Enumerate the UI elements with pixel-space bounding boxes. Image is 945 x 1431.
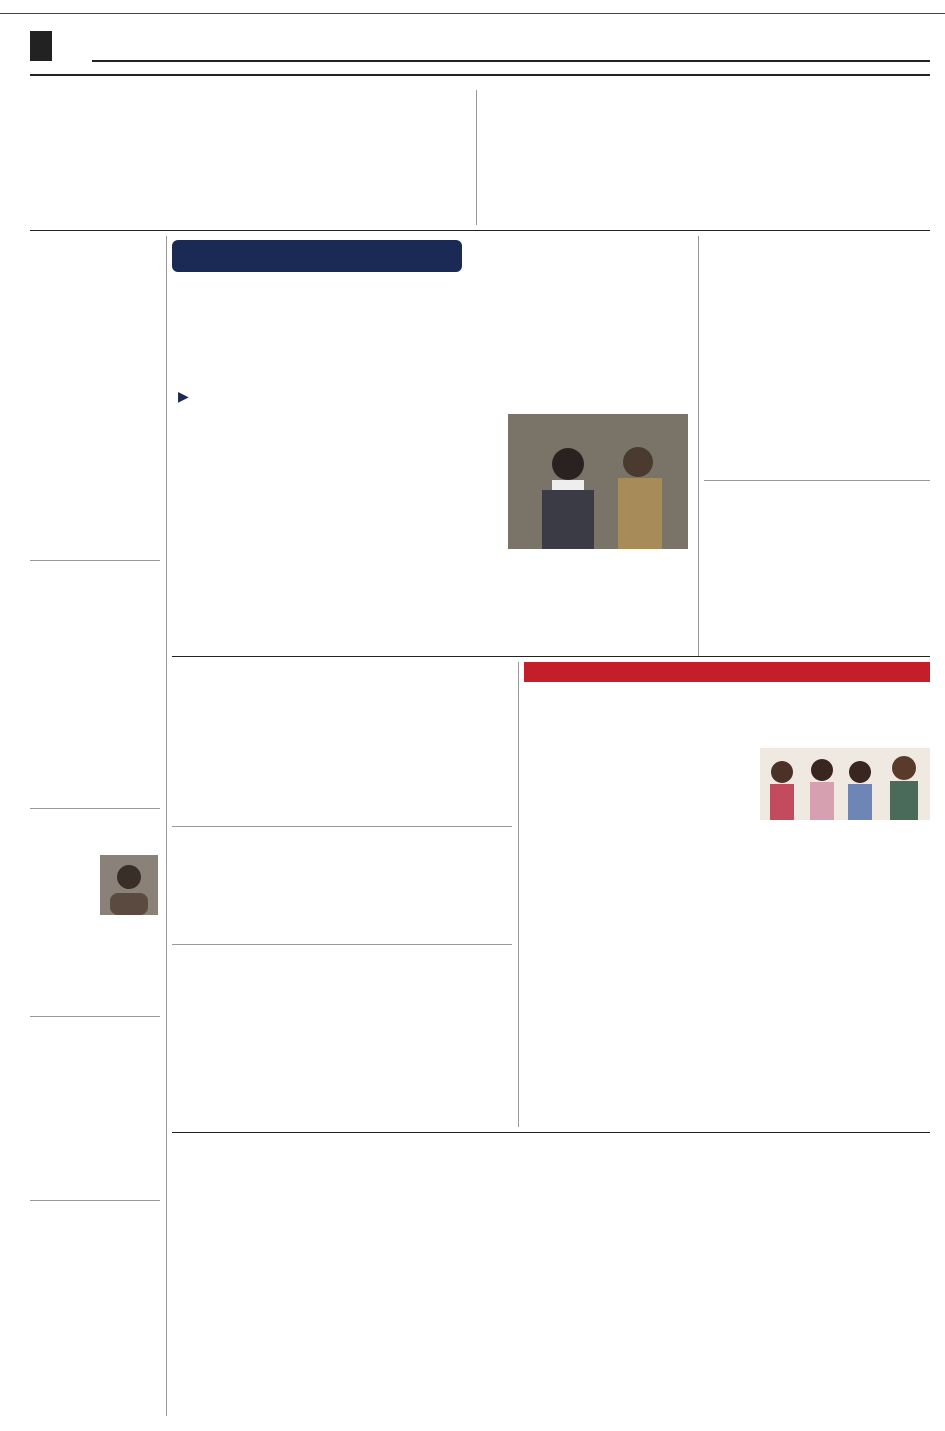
spacer xyxy=(472,1138,692,1139)
page-number xyxy=(30,31,52,61)
topbar xyxy=(0,0,945,14)
article-award xyxy=(482,90,930,225)
article-accidents xyxy=(704,236,930,476)
shiny-body xyxy=(524,746,754,1126)
lead-headline-2 xyxy=(172,332,692,380)
spacer xyxy=(472,1134,473,1135)
article-body xyxy=(30,242,160,502)
divider xyxy=(172,826,512,827)
custody-scene-icon xyxy=(508,414,688,549)
article-body xyxy=(704,492,930,612)
article-poetry-exhibition xyxy=(30,90,470,225)
article-body xyxy=(30,1027,160,1167)
divider xyxy=(172,944,512,945)
article-body xyxy=(482,96,930,201)
masthead xyxy=(30,18,930,76)
article-body xyxy=(172,668,512,783)
column-rule xyxy=(518,662,519,1127)
article-body xyxy=(30,96,470,196)
article-alappuzha xyxy=(172,948,512,1128)
shiny-body-cont xyxy=(760,838,930,1126)
accused-photo xyxy=(100,855,158,915)
article-body xyxy=(172,836,512,896)
article-body xyxy=(172,954,512,1084)
lead-subhead xyxy=(178,386,688,408)
article-job-drive xyxy=(30,565,160,805)
article-kseb xyxy=(172,662,512,822)
article-body xyxy=(30,571,160,771)
lead-body-cont xyxy=(508,566,690,652)
divider xyxy=(30,560,160,561)
article-water-shortage xyxy=(30,1021,160,1196)
divider xyxy=(704,480,930,481)
section-rule xyxy=(172,656,930,657)
play-arrow-icon: ▶ xyxy=(178,389,189,405)
divider xyxy=(30,1200,160,1201)
person-silhouette-icon xyxy=(100,855,158,915)
shiny-family-photo xyxy=(760,748,930,820)
shiny-headline-2 xyxy=(524,714,930,740)
divider xyxy=(30,808,160,809)
column-rule xyxy=(698,236,699,656)
family-portrait-icon xyxy=(760,748,930,820)
section-rule xyxy=(172,1132,930,1133)
lead-tag xyxy=(172,240,462,272)
lead-photo xyxy=(508,414,688,549)
shiny-tag xyxy=(524,662,930,682)
article-body xyxy=(704,242,930,432)
lead-headline-1 xyxy=(172,282,692,330)
article-body xyxy=(30,1211,160,1381)
article-chandramohan xyxy=(30,1205,160,1415)
article-elephant-attack xyxy=(30,236,160,556)
column-rule xyxy=(166,236,167,1416)
column-rule xyxy=(476,90,477,225)
shiny-headline-1 xyxy=(524,688,930,714)
spacer xyxy=(472,1136,473,1137)
article-student-assault xyxy=(172,830,512,940)
section-rule xyxy=(30,230,930,231)
divider xyxy=(30,1016,160,1017)
masthead-rule xyxy=(92,60,930,62)
lead-body xyxy=(172,412,502,652)
article-womens-day xyxy=(704,486,930,654)
